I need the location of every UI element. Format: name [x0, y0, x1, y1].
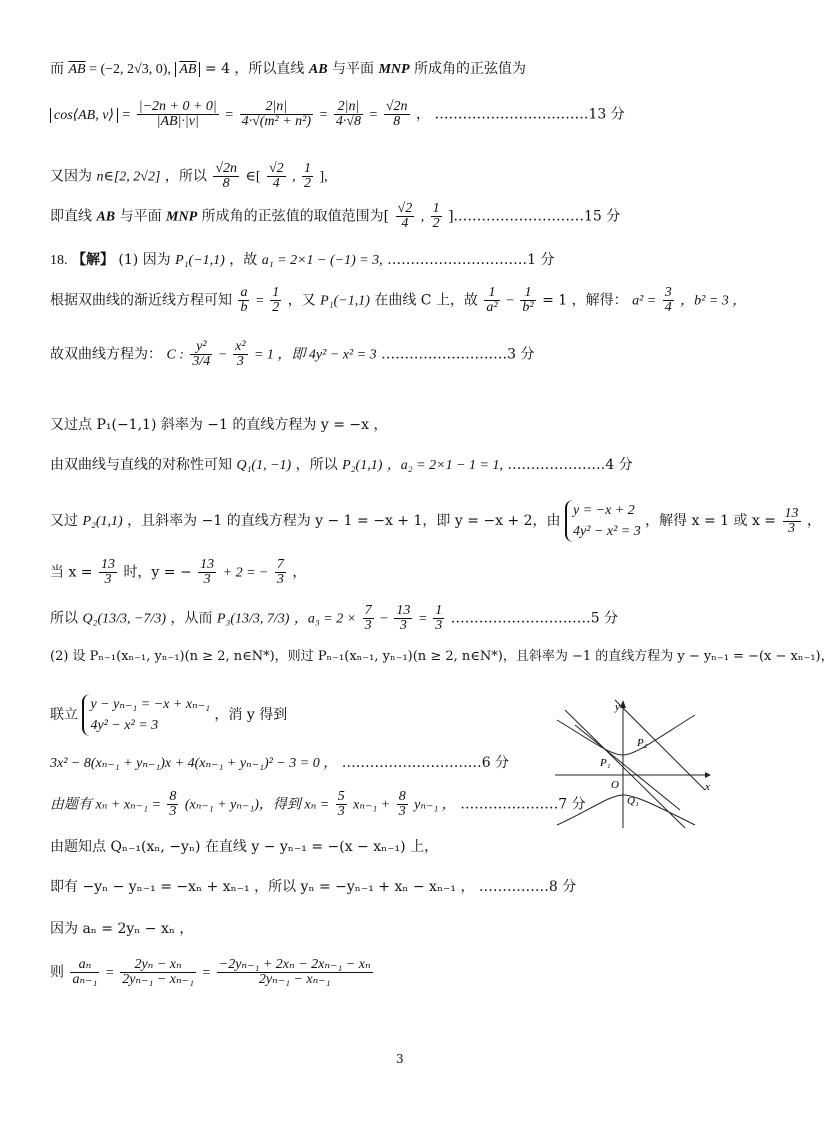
text: xₙ₋₁ + — [353, 797, 391, 813]
fraction-num: |−2n + 0 + 0| — [138, 99, 217, 114]
fraction-num: 1 — [435, 603, 443, 618]
x-axis-arrow — [705, 772, 711, 778]
text: 又因为 — [50, 168, 92, 185]
text-line-16 — [50, 790, 586, 819]
text-line-4: 即直线 AB 与平面 MNP 所成角的正弦值的取值范围为[ $\frac{√2}{4}$ , $\frac{1}{2}$ ].………………………15 分 — [50, 201, 621, 231]
fraction-den: 3 — [203, 572, 211, 587]
fraction-den: 2 — [272, 300, 280, 315]
text: 又过点 P₁(−1,1) 斜率为 −1 的直线方程为 y = −x ， — [50, 417, 388, 433]
score-marker: ……………………………13 分 — [434, 106, 625, 123]
text-line-11 — [50, 558, 306, 587]
system-row: 4y² − x² = 3 — [90, 718, 159, 733]
text: ，所以 — [164, 168, 207, 185]
score-marker: …………………………6 分 — [341, 755, 510, 771]
system-row: y − yₙ₋₁ = −x + xₙ₋₁ — [90, 697, 210, 712]
text: + 2 = − — [222, 565, 269, 581]
text: 因为 aₙ = 2yₙ − xₙ ， — [50, 921, 194, 937]
line-ab: AB — [96, 209, 116, 225]
fraction-num: √2 — [397, 201, 413, 216]
text: = 1 ，解得： — [542, 292, 628, 309]
label-p1: P₁ — [600, 757, 611, 769]
fraction-den: 3 — [104, 572, 112, 587]
fraction-den: 3 — [398, 804, 406, 819]
text: (2) 设 Pₙ₋₁(xₙ₋₁, yₙ₋₁)(n ≥ 2, n∈N*)，则过 Pₙ₋₁(xₙ₋₁, yₙ₋₁)(n ≥ 2, n∈N*)，且斜率为 −1 的直线方程为 y − yₙ₋₁ = −(x − xₙ₋₁)， — [50, 649, 834, 664]
fraction-num: −2yₙ₋₁ + 2xₙ − 2xₙ₋₁ − xₙ — [218, 957, 371, 972]
text-line-14 — [50, 694, 287, 736]
fraction-num: 1 — [484, 286, 499, 301]
fraction-den: 2 — [304, 176, 312, 191]
text: ，消 y 得到 — [214, 707, 288, 723]
hyperbola-upper-branch — [557, 715, 695, 755]
fraction-den: 3/4 — [192, 354, 211, 369]
text: − — [218, 347, 227, 363]
score-marker: ………………………3 分 — [381, 346, 535, 363]
text: 根据双曲线的渐近线方程可知 — [50, 292, 232, 309]
cosine-abs: cos⟨AB, v⟩ — [50, 108, 118, 123]
fraction-den: 8 — [393, 114, 401, 129]
fraction-num: 1 — [272, 285, 280, 300]
text: ，且斜率为 −1 的直线方程为 y − 1 = −x + 1，即 y = −x + 2，由 — [127, 513, 561, 529]
text: = — [255, 293, 264, 309]
system-row: 4y² − x² = 3 — [573, 524, 641, 539]
text: ，故 — [229, 252, 258, 268]
fraction-den: b — [240, 300, 248, 315]
text: 而 — [50, 61, 64, 77]
equation: 3x² − 8(xₙ₋₁ + yₙ₋₁)x + 4(xₙ₋₁ + yₙ₋₁)² − 3 = 0 ， — [50, 756, 338, 771]
fraction-den: 4 — [401, 216, 409, 231]
score-marker: …………………4 分 — [507, 457, 633, 473]
fraction-den: 3 — [364, 618, 372, 633]
line-ab: AB — [308, 62, 328, 77]
system-row: y = −x + 2 — [573, 503, 635, 518]
text: ], — [319, 169, 328, 185]
text: ∈[ — [245, 169, 261, 185]
text-line-19 — [50, 922, 193, 936]
fraction-num: 1 — [304, 161, 312, 176]
text-line-9 — [50, 458, 633, 473]
text: 由双曲线与直线的对称性可知 — [50, 457, 232, 473]
fraction-num: √2 — [268, 161, 284, 176]
text: ，又 — [287, 292, 316, 309]
fraction-num: aₙ — [70, 958, 99, 973]
fraction-den: 4 — [272, 176, 280, 191]
fraction-den: 3 — [399, 618, 407, 633]
fraction-num: √2n — [385, 99, 408, 114]
text: 在曲线 C 上，故 — [374, 292, 478, 309]
fraction-den: 8 — [222, 176, 230, 191]
text: 所以 — [50, 610, 78, 627]
text: (xₙ₋₁ + yₙ₋₁)，得到 xₙ = — [184, 797, 330, 813]
fraction-den: b² — [522, 300, 534, 315]
fraction-num: 13 — [200, 557, 215, 572]
fraction-den: 2 — [432, 216, 440, 231]
text: 由题有 xₙ + xₙ₋₁ = — [50, 797, 161, 813]
text-line-8 — [50, 418, 387, 432]
text: yₙ₋₁ ， — [414, 797, 456, 813]
text-line-5 — [50, 253, 555, 268]
fraction-num: x² — [235, 339, 246, 354]
fraction-num: 8 — [398, 789, 406, 804]
text: 又过 — [50, 513, 78, 529]
equation: ，a₂ = 2×1 − 1 = 1, — [386, 458, 503, 473]
text: 即有 −yₙ − yₙ₋₁ = −xₙ + xₙ₋₁ ，所以 yₙ = −yₙ₋₁ + xₙ − xₙ₋₁ ， — [50, 879, 475, 895]
fraction-den: 4 — [664, 300, 672, 315]
fraction-den: 3 — [276, 572, 284, 587]
text-line-1: 而 $\overline{AB} = (-2$, 2√3, 0), $\overline{AB} = 4$ ，所以直线 AB 与平面 MNP 所成角的正弦值为 — [50, 61, 527, 77]
label-q1: Q₁ — [627, 795, 639, 807]
fraction-num: 1 — [432, 201, 440, 216]
fraction-num: 7 — [364, 603, 372, 618]
text: 当 x = — [50, 564, 93, 581]
text-line-17 — [50, 840, 438, 854]
text: 与平面 — [332, 61, 375, 77]
text-line-7 — [50, 340, 534, 369]
point-p2: P₂(1,1) — [342, 458, 383, 473]
text: a² = — [632, 293, 657, 309]
score-marker: ].………………………15 分 — [448, 208, 621, 225]
text: ，解得 x = 1 或 x = — [645, 513, 777, 529]
fraction-num: 8 — [169, 789, 177, 804]
fraction-den: |AB|·|v| — [156, 114, 199, 129]
axis-x-label: x — [705, 781, 710, 793]
plane-mnp: MNP — [166, 209, 198, 225]
text: ，从而 — [170, 610, 213, 627]
text: ， — [292, 564, 307, 581]
fraction-den: 3 — [337, 804, 345, 819]
equation: = 1 ，即 4y² − x² = 3 — [253, 347, 377, 363]
fraction-num: 13 — [100, 557, 115, 572]
text: (1) 因为 — [118, 252, 171, 268]
text: 联立 — [50, 707, 78, 723]
fraction-num: y² — [190, 340, 212, 355]
fraction-num: 5 — [337, 789, 345, 804]
text-line-20 — [50, 958, 375, 987]
fraction-num: 2|n| — [334, 100, 363, 115]
vector-ab: (−2, 2√3, 0), — [100, 62, 171, 77]
text: C : — [166, 347, 184, 363]
hyperbola-lower-branch — [557, 795, 695, 825]
axis-y-label: y — [615, 701, 620, 713]
text: ，b² = 3 ， — [680, 293, 747, 309]
point-p1: P₁(−1,1) — [175, 253, 225, 268]
solution-tag: 【解】 — [71, 252, 114, 268]
score-marker: ……………8 分 — [478, 879, 577, 895]
fraction-den: 4·√8 — [335, 114, 362, 129]
text: − — [380, 611, 388, 627]
fraction-den: aₙ₋₁ — [72, 972, 98, 987]
label-p2: P₂ — [637, 737, 648, 749]
line-through-p2 — [615, 700, 705, 790]
text: = — [105, 965, 114, 981]
text: = 4 ，所以直线 — [204, 61, 305, 77]
fraction-num: 1 — [520, 286, 535, 301]
fraction-den: 2yₙ₋₁ − xₙ₋₁ — [122, 972, 194, 987]
text-line-2: cos⟨AB, v⟩ = $\frac{|-2n + 0 + 0|}{|AB|\cdot|v|}$ = $\frac{2|n|}{\text{4·√(m² + n²)}}$ = $\frac{2|n|}{4\cdot√8}$ = $\frac{√2n}{8}$ ， ……………………………13 分 — [50, 100, 625, 129]
fraction-num: √2n — [215, 161, 237, 176]
text-line-13 — [50, 650, 834, 663]
range: n∈[2, 2√2] — [96, 169, 161, 185]
question-number: 18. — [50, 253, 68, 268]
point-p3-coords: (13/3, 7/3) — [230, 611, 290, 627]
page-number: 3 — [396, 1052, 404, 1066]
text: 则 — [50, 964, 64, 981]
text-line-12 — [50, 604, 618, 633]
fraction-num: 13 — [784, 505, 799, 521]
fraction-den: 2yₙ₋₁ − xₙ₋₁ — [258, 972, 331, 987]
fraction-num: 7 — [276, 557, 284, 572]
fraction-den: 4·√(m² + n²) — [241, 114, 312, 129]
point-p2: P₂(1,1) — [82, 514, 123, 529]
label-origin: O — [611, 779, 619, 791]
fraction-den: a² — [486, 300, 498, 315]
hyperbola-figure — [555, 700, 715, 830]
equation: a₁ = 2×1 − (−1) = 3, — [261, 253, 383, 268]
point-p1: P₁(−1,1) — [320, 293, 370, 309]
text: 即直线 — [50, 208, 92, 225]
fraction-den: 3 — [435, 618, 443, 633]
text-line-10 — [50, 500, 821, 542]
point-p3: P₃ — [216, 611, 231, 627]
text: 所成角的正弦值的取值范围为[ — [201, 208, 390, 225]
text-line-6 — [50, 286, 746, 315]
text: ， — [806, 513, 821, 529]
fraction-num: 2|n| — [240, 100, 313, 115]
point-q1: Q₁(1, −1) — [236, 458, 292, 473]
text-line-15 — [50, 756, 509, 771]
text: 由题知点 Qₙ₋₁(xₙ, −yₙ) 在直线 y − yₙ₋₁ = −(x − xₙ₋₁) 上， — [50, 839, 439, 855]
fraction-den: 3 — [169, 804, 177, 819]
score-marker: …………………………5 分 — [450, 610, 619, 627]
text-line-18 — [50, 880, 576, 894]
text-line-3: 又因为 n∈[2, 2√2] ，所以 $\frac{√2n}{8}$ ∈[ $\frac{√2}{4}$ , $\frac{1}{2}$ ], — [50, 161, 328, 191]
fraction-num: 2yₙ − xₙ — [120, 958, 196, 973]
fraction-num: 13 — [396, 603, 411, 618]
score-marker: …………………7 分 — [460, 796, 586, 813]
text: 与平面 — [119, 208, 162, 225]
fraction-num: a — [240, 285, 248, 300]
point-q2: Q₂ — [82, 611, 98, 627]
text: − — [506, 293, 514, 309]
text: 所成角的正弦值为 — [414, 61, 527, 77]
fraction-den: 3 — [788, 520, 795, 536]
equation-system — [565, 500, 641, 542]
text: 故双曲线方程为： — [50, 346, 162, 363]
score-marker: …………………………1 分 — [387, 252, 555, 268]
equation: ，a₃ = 2 × — [293, 611, 357, 627]
y-axis-arrow — [620, 700, 626, 708]
point-q2-coords: (13/3, −7/3) — [97, 611, 166, 627]
text: ，所以 — [295, 457, 338, 473]
fraction-num: 3 — [664, 285, 672, 300]
equation-system — [82, 694, 210, 736]
text: = — [418, 611, 427, 627]
text: 时，y = − — [123, 564, 192, 581]
plane-mnp: MNP — [378, 62, 410, 77]
fraction-den: 3 — [236, 354, 244, 369]
text: = — [202, 965, 211, 981]
asymptote-line — [565, 710, 685, 828]
